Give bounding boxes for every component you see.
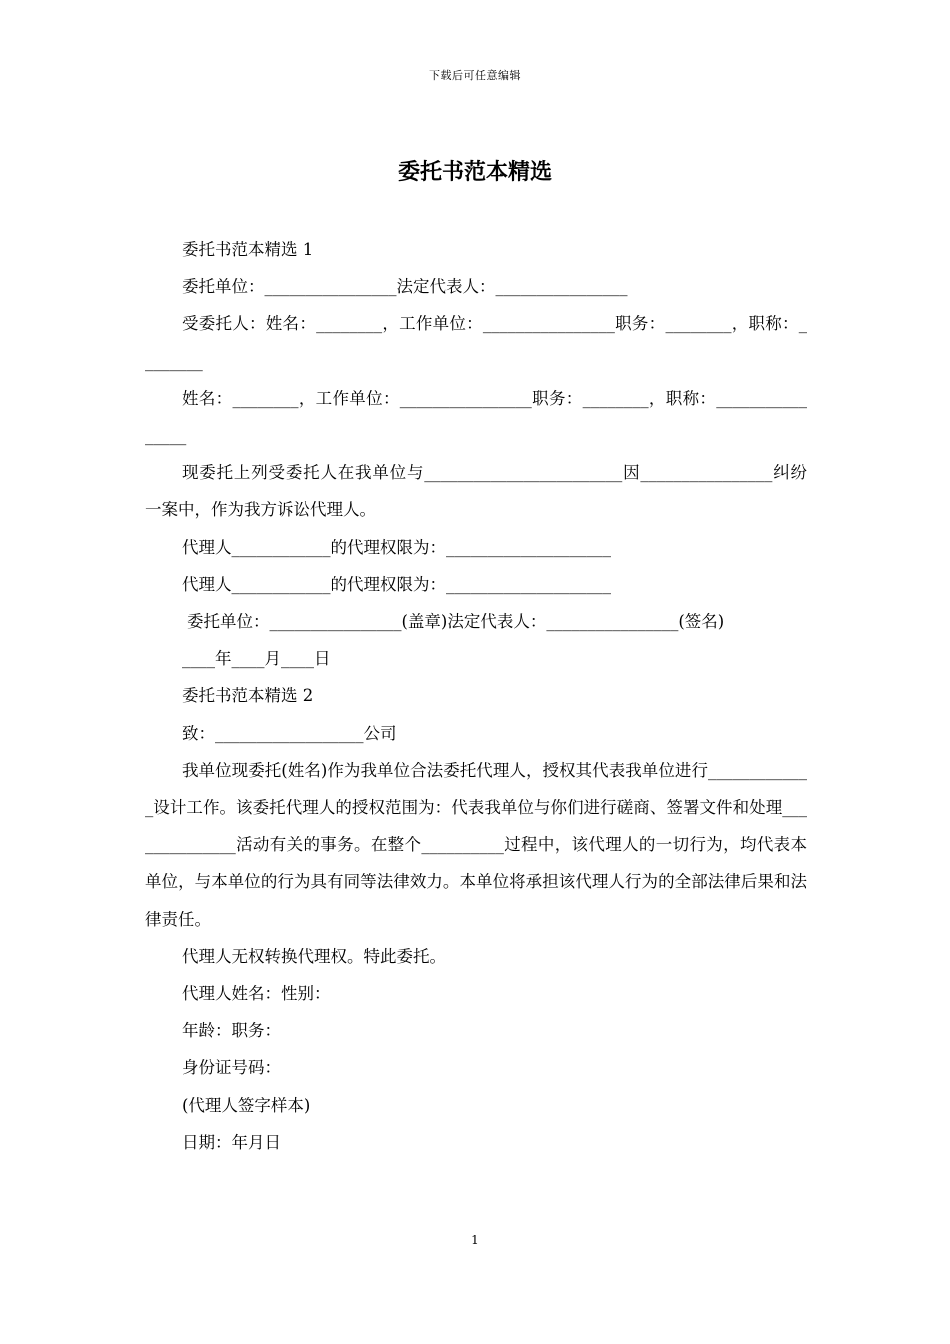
- paragraph-recipient: 致：__________________公司: [182, 723, 397, 743]
- paragraph-principal-unit: 委托单位：________________法定代表人：________________: [182, 277, 628, 297]
- paragraph-authority-2: 代理人____________的代理权限为：____________________: [182, 574, 611, 594]
- document-title: 委托书范本精选: [397, 159, 552, 185]
- section-heading-1: 委托书范本精选 1: [182, 240, 314, 259]
- paragraph-age: 年龄：职务：: [182, 1021, 281, 1041]
- paragraph-agent-name: 代理人姓名：性别：: [182, 984, 331, 1004]
- paragraph-agent-1: 受委托人：姓名：________，工作单位：________________职务：________，职称：________: [145, 314, 807, 371]
- paragraph-no-transfer: 代理人无权转换代理权。特此委托。: [182, 946, 446, 966]
- paragraph-date-1: ____年____月____日: [182, 649, 331, 669]
- paragraph-authority-1: 代理人____________的代理权限为：____________________: [182, 537, 611, 557]
- header-note: 下载后可任意编辑: [429, 69, 521, 82]
- paragraph-entrustment: 现委托上列受委托人在我单位与________________________因________________纠纷一案中，作为我方诉讼代理人。: [145, 463, 807, 520]
- section-heading-2: 委托书范本精选 2: [182, 686, 314, 706]
- document-body: [145, 231, 807, 1161]
- paragraph-id-number: 身份证号码：: [182, 1058, 281, 1078]
- paragraph-agent-2: 姓名：________，工作单位：________________职务：________，职称：________________: [145, 388, 807, 446]
- paragraph-authorization: 我单位现委托(姓名)作为我单位合法委托代理人，授权其代表我单位进行_____________设计工作。该委托代理人的授权范围为：代表我单位与你们进行磋商、签署文件和处理______________活动有关的事务。在整个__________过程中，该代理人的一切行为，均代表本单位，与本单位的行为具有同等法律效力。本单位将承担该代理人行为的全部法律后果和法律责任。: [145, 760, 807, 929]
- paragraph-signature-sample: (代理人签字样本): [182, 1095, 311, 1115]
- paragraph-signature: 委托单位：________________(盖章)法定代表人：________________(签名): [187, 612, 725, 632]
- page-number: 1: [471, 1233, 479, 1247]
- paragraph-date-2: 日期：年月日: [182, 1132, 281, 1152]
